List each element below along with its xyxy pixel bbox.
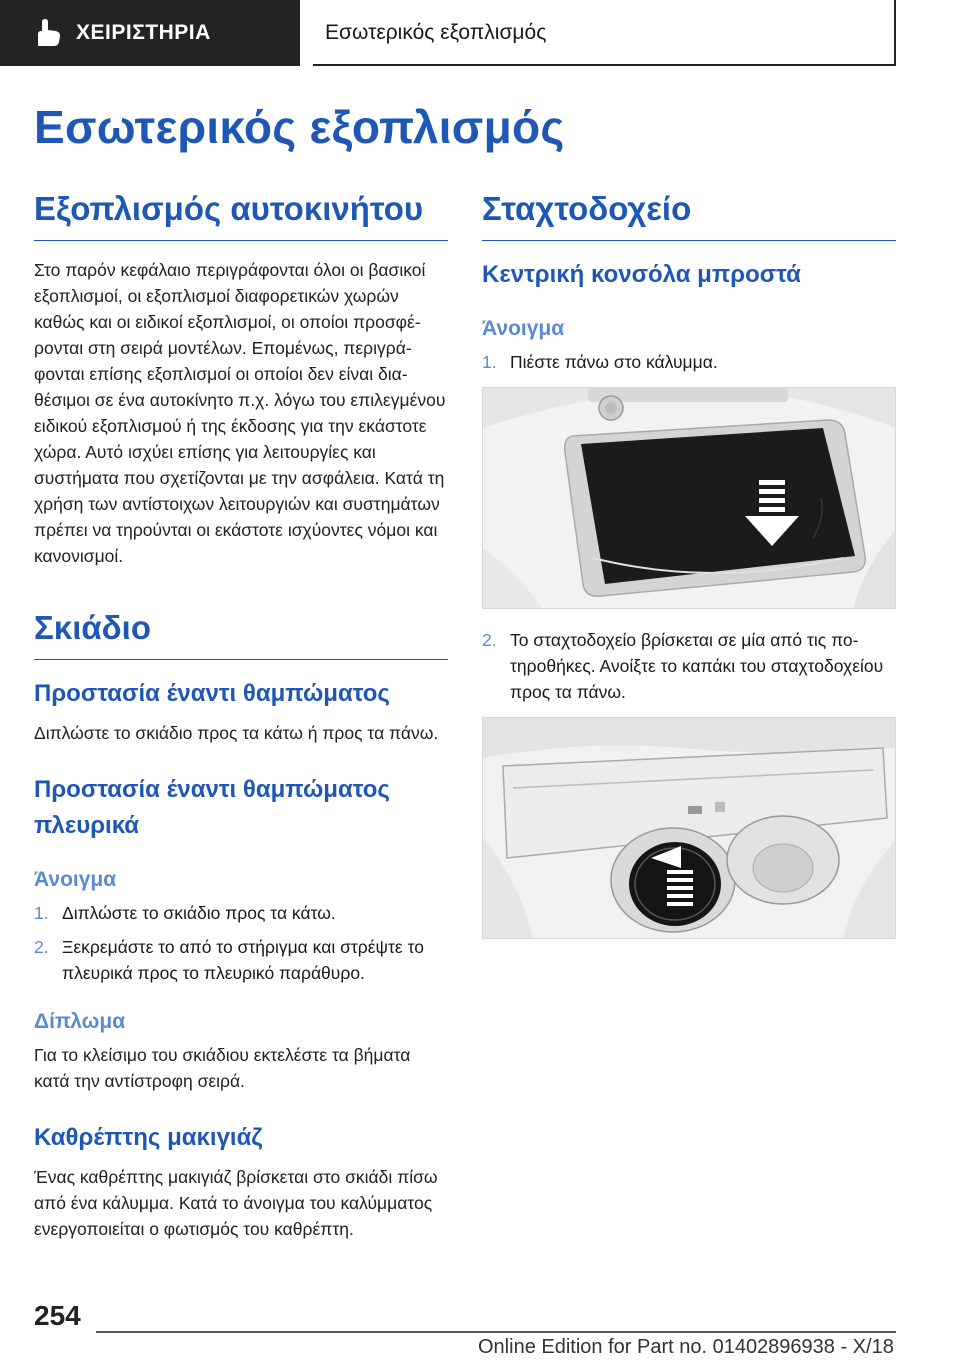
glare-paragraph: Διπλώστε το σκιάδιο προς τα κάτω ή προς τα πάνω. <box>34 723 439 743</box>
ashtray-steps-2 <box>482 627 896 705</box>
breadcrumb <box>313 0 896 66</box>
section-label: ΧΕΙΡΙΣΤΗΡΙΑ <box>76 21 211 44</box>
edition-footer: Online Edition for Part no. 01402896938 - X/18 <box>478 1336 894 1358</box>
right-column <box>482 190 896 957</box>
side-glare-heading: Προστασία έναντι θαμπώματος πλευρικά <box>34 776 390 839</box>
opening-heading: Άνοιγμα <box>34 868 117 891</box>
hand-pointer-icon <box>30 18 64 48</box>
step-text: Το σταχτοδοχείο βρίσκεται σε μία από τις ποτηροθήκες. Ανοίξτε το καπάκι του σταχτοδοχείου προς τα πάνω. <box>510 630 884 702</box>
equipment-heading: Εξοπλισμός αυτοκινήτου <box>34 190 448 241</box>
footer-divider <box>96 1331 896 1333</box>
ashtray-drawing <box>483 718 896 939</box>
ashtray-steps-1 <box>482 349 896 375</box>
page-title: Εσωτερικός εξοπλισμός <box>34 101 565 153</box>
step-number: 1. <box>34 903 49 923</box>
folding-heading: Δίπλωμα <box>34 1010 126 1033</box>
glare-heading: Προστασία έναντι θαμπώματος <box>34 680 390 707</box>
step-text: Πιέστε πάνω στο κάλυμμα. <box>510 352 718 372</box>
folding-paragraph: Για το κλείσιμο του σκιάδιου εκτελέστε τα βήματα κατά την αντίστροφη σειρά. <box>34 1045 411 1091</box>
step-text: Διπλώστε το σκιάδιο προς τα κάτω. <box>62 903 336 923</box>
list-item <box>34 934 448 986</box>
page-number: 254 <box>34 1300 81 1331</box>
step-text: Ξεκρεμάστε το από το στήριγμα και στρέψτε το πλευρικά προς το πλευρικό παράθυρο. <box>62 937 424 983</box>
console-cover-illustration <box>482 387 896 609</box>
opening-heading: Άνοιγμα <box>482 317 565 340</box>
ashtray-heading: Σταχτοδοχείο <box>482 190 896 241</box>
opening-steps <box>34 900 448 986</box>
list-item <box>482 627 896 705</box>
page-header <box>0 0 960 66</box>
console-heading: Κεντρική κονσόλα μπροστά <box>482 261 801 288</box>
mirror-heading: Καθρέπτης μακιγιάζ <box>34 1124 263 1151</box>
ashtray-cupholder-illustration <box>482 717 896 939</box>
list-item <box>482 349 896 375</box>
step-number: 2. <box>482 630 497 650</box>
left-column <box>34 190 448 1242</box>
console-cover-drawing <box>483 388 896 609</box>
breadcrumb-text: Εσωτερικός εξοπλισμός <box>325 21 547 44</box>
step-number: 2. <box>34 937 49 957</box>
step-number: 1. <box>482 352 497 372</box>
mirror-paragraph: Ένας καθρέπτης μακιγιάζ βρίσκεται στο σκιάδι πίσω από ένα κάλυμμα. Κατά το άνοιγμα του καλύμματος ενεργοποιείται ο φωτισμός του καθρέπτη. <box>34 1167 438 1239</box>
list-item <box>34 900 448 926</box>
section-tab[interactable] <box>0 0 300 66</box>
sunvisor-heading: Σκιάδιο <box>34 609 448 660</box>
equipment-paragraph: Στο παρόν κεφάλαιο περιγράφονται όλοι οι βασικοί εξοπλισμοί, οι εξοπλισμοί διαφορετικών χωρών καθώς και οι ειδικοί εξοπλισμοί, οι οποίοι προσφέρονται στη σειρά μοντέλων. Επομένως, περιγράφονται επίσης εξοπλισμοί οι οποίοι δεν είναι διαθέσιμοι σε ένα αυτοκίνητο π.χ. λόγω του επιλεγμένου ειδικού εξοπλισμού ή της έκδοσης για την εκάστοτε χώρα. Αυτό ισχύει επίσης για λειτουργίες και συστήματα που σχετίζονται με την ασφάλεια. Κατά τη χρήση των αντίστοιχων λειτουργιών και συστημάτων πρέπει να τηρούνται οι εκάστοτε ισχύοντες νόμοι και κανονισμοί. <box>34 260 446 566</box>
